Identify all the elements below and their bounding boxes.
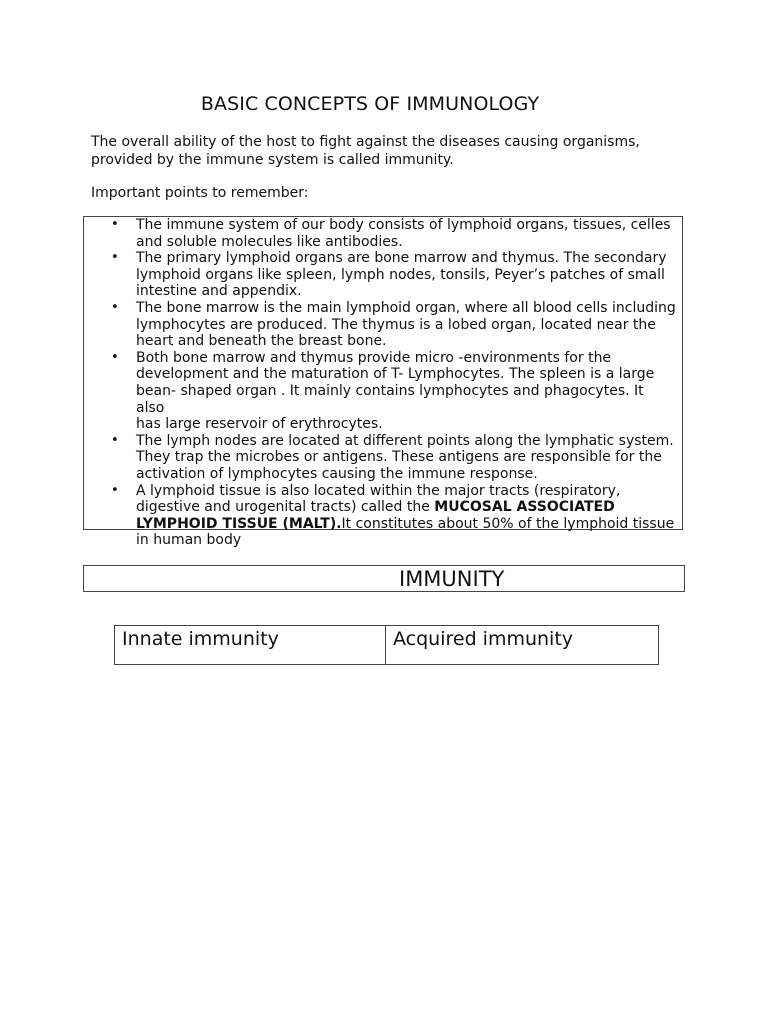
bullet-icon: • <box>111 482 119 498</box>
document-title: BASIC CONCEPTS OF IMMUNOLOGY <box>200 93 540 115</box>
point-line: lymphocytes are produced. The thymus is a lobed organ, located near the <box>136 316 656 333</box>
bullet-icon: • <box>111 217 119 232</box>
immunity-types-table <box>114 625 659 665</box>
malt-term: MUCOSAL ASSOCIATED <box>434 499 615 516</box>
point-line: heart and beneath the breast bone. <box>136 333 387 350</box>
point-line: The bone marrow is the main lymphoid organ, where all blood cells including <box>136 299 676 316</box>
bullet-icon: • <box>111 349 119 365</box>
list-item <box>84 433 676 483</box>
point-line: lymphoid organs like spleen, lymph nodes, tonsils, Peyer’s patches of small <box>136 266 665 283</box>
list-item <box>84 350 676 433</box>
list-item-malt <box>84 483 676 549</box>
important-points-heading: Important points to remember: <box>91 185 309 201</box>
immunity-heading-box <box>83 565 685 592</box>
point-text: It constitutes about 50% of the lymphoid tissue <box>341 515 675 532</box>
point-text: digestive and urogenital tracts) called the <box>136 499 435 516</box>
point-line: development and the maturation of T- Lymphocytes. The spleen is a large <box>136 366 655 383</box>
important-points-box <box>83 216 683 549</box>
list-item <box>84 217 676 250</box>
list-item <box>84 300 676 350</box>
immunity-heading: IMMUNITY <box>399 567 505 591</box>
point-line: A lymphoid tissue is also located within the major tracts (respiratory, <box>136 482 621 499</box>
malt-term: LYMPHOID TISSUE (MALT). <box>136 515 342 532</box>
intro-line: The overall ability of the host to fight against the diseases causing organisms, <box>91 134 640 150</box>
intro-line: provided by the immune system is called immunity. <box>91 152 454 168</box>
points-list <box>84 217 676 549</box>
bullet-icon: • <box>111 250 119 266</box>
list-item <box>84 250 676 300</box>
point-line: The immune system of our body consists of lymphoid organs, tissues, celles <box>136 217 671 233</box>
point-line: They trap the microbes or antigens. These antigens are responsible for the <box>136 449 662 466</box>
point-line: Both bone marrow and thymus provide micro -environments for the <box>136 349 612 366</box>
point-line: has large reservoir of erythrocytes. <box>136 416 383 433</box>
bullet-icon: • <box>111 432 119 448</box>
point-line <box>136 499 676 516</box>
point-line: intestine and appendix. <box>136 283 302 300</box>
point-line: and soluble molecules like antibodies. <box>136 233 403 250</box>
innate-immunity-cell: Innate immunity <box>115 626 386 664</box>
intro-paragraph <box>91 133 691 169</box>
point-line: The lymph nodes are located at different points along the lymphatic system. <box>136 432 674 449</box>
bullet-icon: • <box>111 299 119 315</box>
point-line: activation of lymphocytes causing the immune response. <box>136 465 538 482</box>
point-line: bean- shaped organ . It mainly contains lymphocytes and phagocytes. It also <box>136 382 644 416</box>
acquired-immunity-cell: Acquired immunity <box>393 628 574 650</box>
point-line: The primary lymphoid organs are bone marrow and thymus. The secondary <box>136 250 667 267</box>
point-line <box>136 516 676 533</box>
point-line: in human body <box>136 532 242 549</box>
